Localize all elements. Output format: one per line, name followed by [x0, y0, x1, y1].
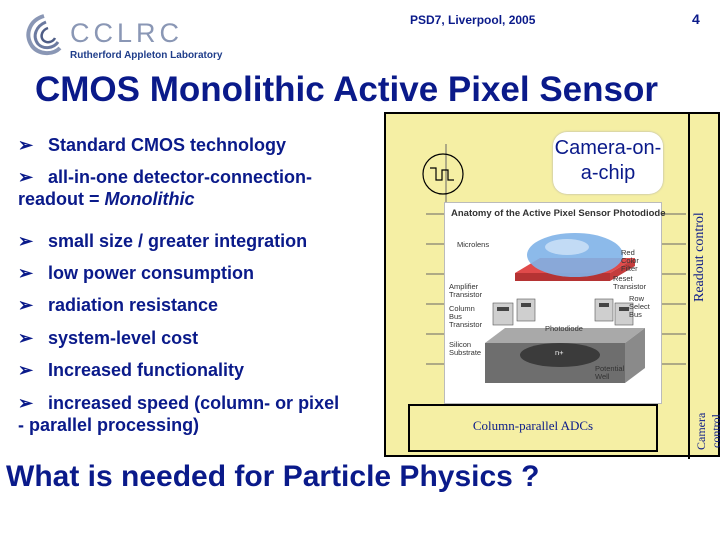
camera-on-chip-label: Camera-on-a-chip: [554, 137, 662, 184]
arrow-bullet-icon: ➢: [18, 360, 34, 380]
logo-wordmark: CCLRC: [70, 18, 184, 48]
bullet-item: ➢ low power consumption: [18, 263, 254, 283]
bullet-item: ➢ Increased functionality: [18, 360, 245, 380]
label-silicon-substrate: Silicon Substrate: [449, 340, 482, 357]
bullet-item: ➢ radiation resistance: [18, 295, 219, 315]
bullet-item: ➢ Standard CMOS technology: [18, 135, 287, 155]
bullet-item: ➢ increased speed (column- or pixel - parallel processing): [18, 393, 340, 435]
arrow-bullet-icon: ➢: [18, 231, 34, 251]
label-photodiode: Photodiode: [545, 324, 583, 333]
bullet-item: ➢ small size / greater integration: [18, 231, 308, 251]
page-number: 4: [692, 11, 700, 27]
adc-label: Column-parallel ADCs: [472, 418, 594, 433]
arrow-bullet-icon: ➢: [18, 295, 34, 315]
closing-question: What is needed for Particle Physics ?: [6, 460, 540, 493]
arrow-bullet-icon: ➢: [18, 263, 34, 283]
logo-subtitle: Rutherford Appleton Laboratory: [70, 50, 223, 61]
label-reset-transistor: Reset Transistor: [613, 274, 647, 291]
label-color-filter: Red Color Filter: [621, 248, 639, 273]
label-column-bus: Column Bus Transistor: [449, 304, 483, 329]
conference-label: PSD7, Liverpool, 2005: [410, 13, 536, 27]
readout-control-bar: [688, 114, 718, 404]
label-row-select: Row Select Bus: [629, 294, 650, 319]
label-n-plus: n+: [555, 348, 564, 357]
anatomy-inset: [444, 202, 666, 404]
arrow-bullet-icon: ➢: [18, 135, 34, 155]
anatomy-title: Anatomy of the Active Pixel Sensor Photodiode: [451, 208, 666, 219]
arrow-bullet-icon: ➢: [18, 167, 34, 187]
bullet-item: ➢ all-in-one detector-connection- readout = Monolithic: [18, 167, 313, 209]
pixel-circuit-icon: [423, 154, 463, 194]
camera-on-chip-badge: [553, 132, 663, 194]
cclrc-swirl-icon: [22, 12, 66, 62]
slide-title: CMOS Monolithic Active Pixel Sensor: [35, 70, 658, 109]
camera-control-label: Camera control: [694, 412, 723, 451]
arrow-bullet-icon: ➢: [18, 393, 34, 413]
cclrc-logo: [22, 10, 223, 65]
readout-control-label: Readout control: [692, 212, 707, 302]
arrow-bullet-icon: ➢: [18, 328, 34, 348]
label-amplifier: Amplifier Transistor: [449, 282, 483, 299]
adc-bar: [408, 404, 658, 452]
label-microlens: Microlens: [457, 240, 490, 249]
bullet-item: ➢ system-level cost: [18, 328, 199, 348]
camera-control-bar: [688, 404, 723, 459]
label-potential-well: Potential Well: [595, 364, 625, 381]
